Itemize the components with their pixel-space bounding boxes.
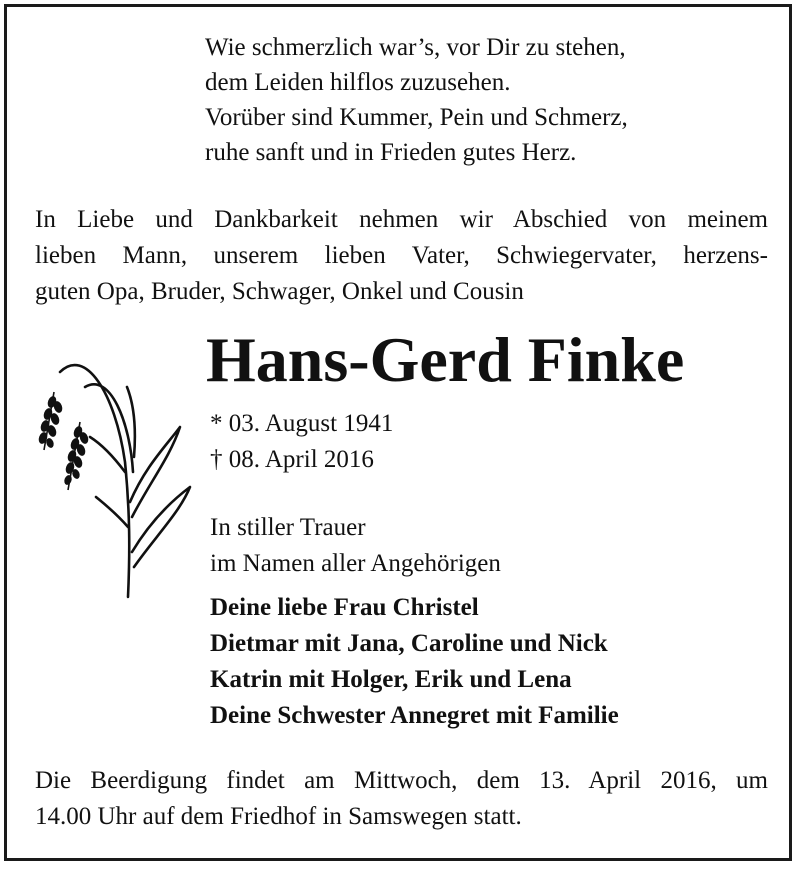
poem-line: dem Leiden hilflos zuzusehen. xyxy=(205,69,511,96)
birth-date: * 03. August 1941 xyxy=(210,410,394,437)
intro-line: In Liebe und Dankbarkeit nehmen wir Abschied von meinem xyxy=(35,206,768,233)
deceased-name: Hans-Gerd Finke xyxy=(206,324,685,395)
funeral-line: Die Beerdigung findet am Mittwoch, dem 13. April 2016, um xyxy=(35,767,768,794)
death-date: † 08. April 2016 xyxy=(210,446,374,473)
life-dates xyxy=(210,406,393,478)
funeral-info xyxy=(35,763,768,835)
wheat-icon xyxy=(30,352,200,602)
family-member: Dietmar mit Jana, Caroline und Nick xyxy=(210,630,608,657)
intro-line: lieben Mann, unserem lieben Vater, Schwiegervater, herzens- xyxy=(35,242,768,269)
funeral-line: 14.00 Uhr auf dem Friedhof in Samswegen statt. xyxy=(35,803,522,830)
mourning-line: im Namen aller Angehörigen xyxy=(210,550,501,577)
family-member: Deine Schwester Annegret mit Familie xyxy=(210,702,619,729)
intro-text xyxy=(35,202,768,310)
poem-line: ruhe sanft und in Frieden gutes Herz. xyxy=(205,139,577,166)
poem-line: Vorüber sind Kummer, Pein und Schmerz, xyxy=(205,104,628,131)
family-member: Katrin mit Holger, Erik und Lena xyxy=(210,666,572,693)
poem xyxy=(205,30,628,170)
mourning-text xyxy=(210,510,501,582)
family-list xyxy=(210,590,619,734)
family-member: Deine liebe Frau Christel xyxy=(210,594,479,621)
mourning-line: In stiller Trauer xyxy=(210,514,366,541)
poem-line: Wie schmerzlich war’s, vor Dir zu stehen, xyxy=(205,34,626,61)
intro-line: guten Opa, Bruder, Schwager, Onkel und Cousin xyxy=(35,278,524,305)
